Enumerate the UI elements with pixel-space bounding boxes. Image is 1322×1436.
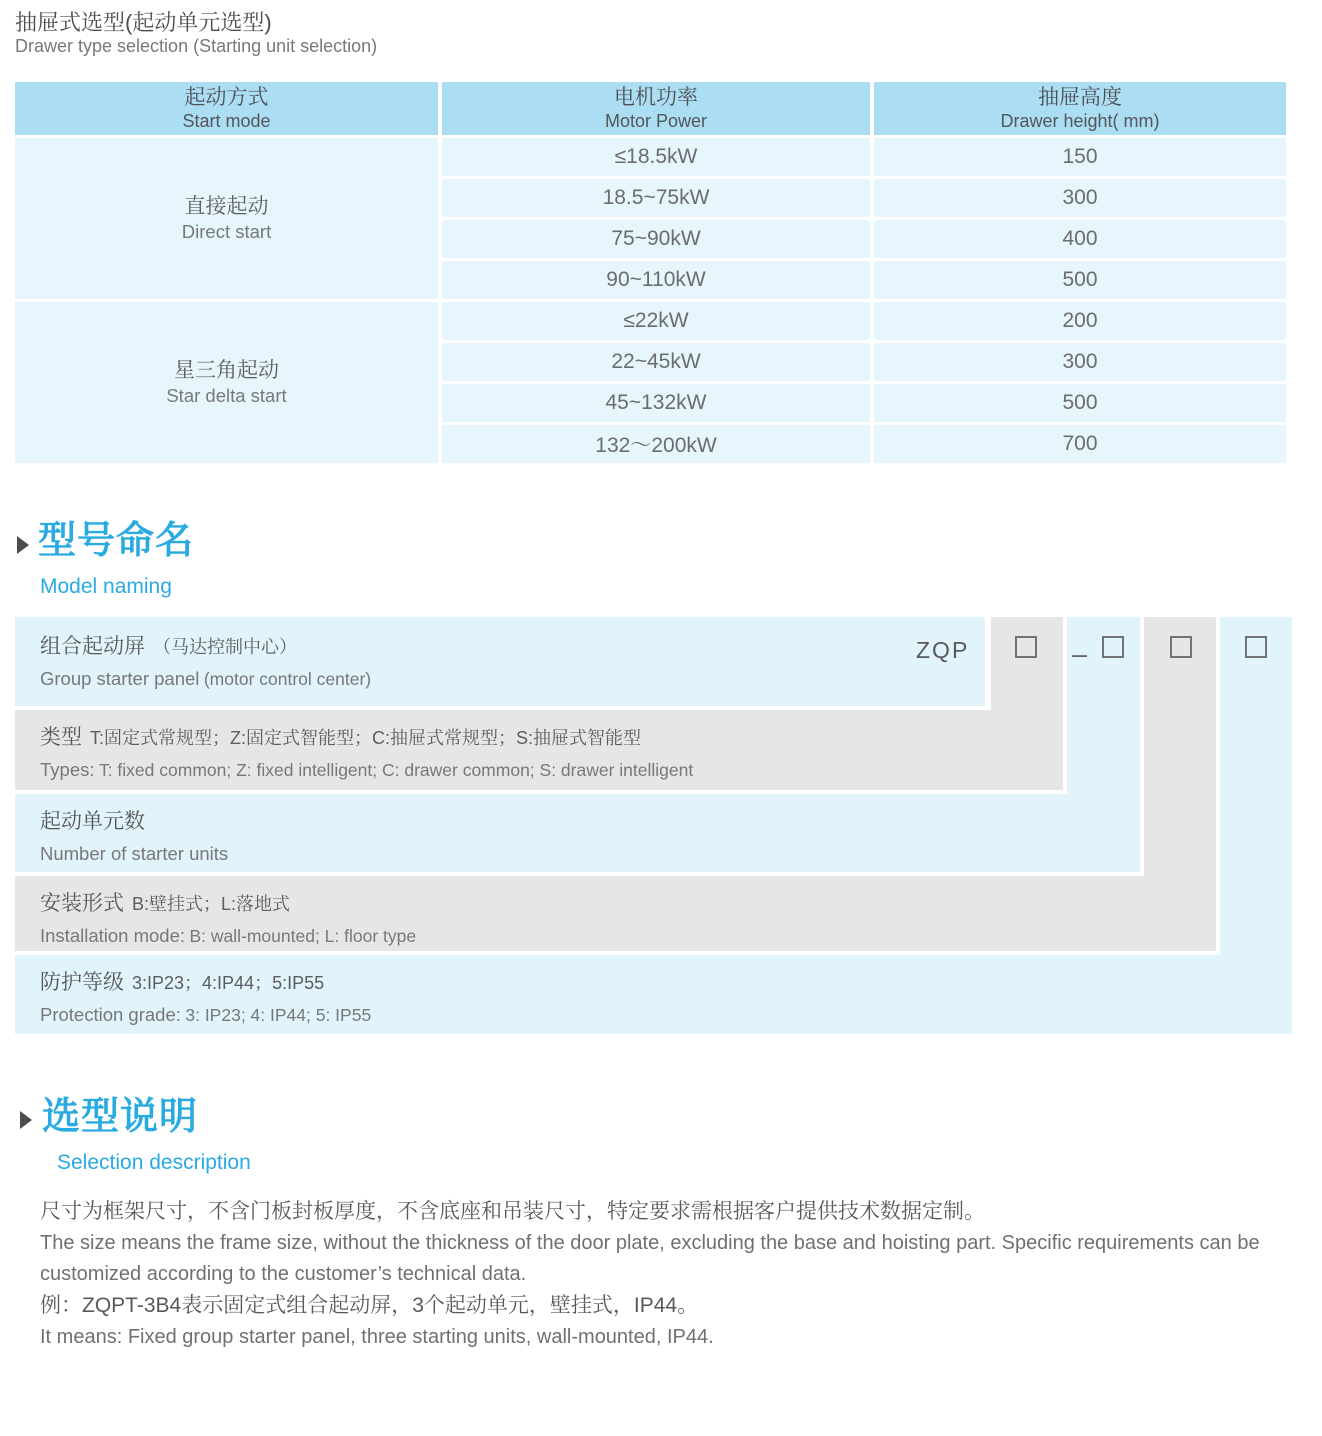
naming-detail-en: B: wall-mounted; L: floor type <box>189 926 417 946</box>
description-example-cn: 例：ZQPT-3B4表示固定式组合起动屏，3个起动单元，壁挂式，IP44。 <box>40 1294 699 1317</box>
col-header-cn: 起动方式 <box>184 86 269 109</box>
naming-label-en: Number of starter units <box>40 843 229 864</box>
selection-description-title-en: Selection description <box>57 1151 251 1174</box>
power-cell: 90~110kW <box>442 261 870 299</box>
naming-detail-en: 3: IP23; 4: IP44; 5: IP55 <box>185 1005 372 1025</box>
naming-row-protection-grade <box>15 955 1292 1034</box>
model-code-box-type <box>1015 636 1037 658</box>
col-header-motor-power <box>442 82 870 135</box>
model-naming-diagram <box>15 617 1295 1035</box>
group-cell-direct-start <box>15 138 438 299</box>
power-cell: 18.5~75kW <box>442 179 870 217</box>
naming-label-cn: 组合起动屏 <box>40 635 145 658</box>
naming-detail-cn: 3:IP23；4:IP44；5:IP55 <box>132 973 325 993</box>
naming-detail-en: T: fixed common; Z: fixed intelligent; C: drawer common; S: drawer intelligent <box>98 760 694 780</box>
naming-row-group-starter-panel <box>15 617 985 706</box>
model-code-box-protection <box>1245 636 1267 658</box>
naming-label-cn: 起动单元数 <box>40 810 145 833</box>
power-cell: 75~90kW <box>442 220 870 258</box>
page-title-en: Drawer type selection (Starting unit selection) <box>15 36 378 56</box>
group-label-cn: 直接起动 <box>184 195 269 218</box>
naming-label-cn: 防护等级 <box>40 971 124 994</box>
naming-row-type <box>15 710 1063 790</box>
naming-label-en: Group starter panel <box>40 668 200 689</box>
naming-label-en: Installation mode: <box>40 925 186 946</box>
model-code-separator: – <box>1072 639 1088 669</box>
model-code-box-installation <box>1170 636 1192 658</box>
model-code-box-units <box>1102 636 1124 658</box>
group-label-cn: 星三角起动 <box>174 359 279 382</box>
height-cell: 200 <box>874 302 1286 340</box>
description-example-en: It means: Fixed group starter panel, three starting units, wall-mounted, IP44. <box>40 1326 714 1348</box>
drawer-selection-table <box>15 82 1286 463</box>
power-cell: ≤22kW <box>442 302 870 340</box>
group-cell-star-delta-start <box>15 302 438 463</box>
power-cell: 132～200kW <box>442 425 870 463</box>
naming-detail-cn: B:壁挂式；L:落地式 <box>132 894 291 914</box>
group-label-en: Star delta start <box>166 385 287 406</box>
col-header-en: Motor Power <box>604 111 708 131</box>
model-code-prefix: ZQP <box>916 637 970 663</box>
group-label-en: Direct start <box>181 221 272 242</box>
naming-detail-en: (motor control center) <box>203 669 372 689</box>
naming-label-en: Protection grade: <box>40 1004 181 1025</box>
height-cell: 400 <box>874 220 1286 258</box>
selection-description-text <box>40 1196 1292 1353</box>
col-header-cn: 电机功率 <box>614 86 698 109</box>
page-title-cn: 抽屉式选型(起动单元选型) <box>15 10 272 35</box>
height-cell: 150 <box>874 138 1286 176</box>
naming-row-starter-units <box>15 794 1140 872</box>
col-header-start-mode <box>15 82 438 135</box>
description-paragraph-cn: 尺寸为框架尺寸，不含门板封板厚度，不含底座和吊装尺寸，特定要求需根据客户提供技术数据定制。 <box>40 1200 985 1223</box>
naming-label-cn: 类型 <box>40 726 82 749</box>
height-cell: 500 <box>874 384 1286 422</box>
model-naming-title-cn: 型号命名 <box>38 520 195 562</box>
section-marker-triangle-icon <box>20 1111 32 1129</box>
naming-detail-cn: T:固定式常规型；Z:固定式智能型；C:抽屉式常规型；S:抽屉式智能型 <box>90 728 642 748</box>
col-header-en: Drawer height( mm) <box>1000 111 1160 131</box>
naming-label-cn: 安装形式 <box>40 892 124 915</box>
selection-description-title-cn: 选型说明 <box>42 1096 199 1138</box>
height-cell: 300 <box>874 179 1286 217</box>
col-header-drawer-height <box>874 82 1286 135</box>
power-cell: ≤18.5kW <box>442 138 870 176</box>
naming-row-installation-mode <box>15 876 1216 951</box>
col-header-en: Start mode <box>182 111 271 131</box>
power-cell: 45~132kW <box>442 384 870 422</box>
naming-detail-cn: （马达控制中心） <box>153 637 297 657</box>
col-header-cn: 抽屉高度 <box>1038 86 1122 109</box>
naming-label-en: Types: <box>40 759 95 780</box>
section-marker-triangle-icon <box>17 536 29 554</box>
description-paragraph-en: The size means the frame size, without the thickness of the door plate, excluding the base and hoisting part. Specific requirements can be customized according to the customer’s technical data. <box>40 1232 1260 1285</box>
model-naming-title-en: Model naming <box>40 575 172 598</box>
power-cell: 22~45kW <box>442 343 870 381</box>
height-cell: 300 <box>874 343 1286 381</box>
height-cell: 500 <box>874 261 1286 299</box>
height-cell: 700 <box>874 425 1286 463</box>
